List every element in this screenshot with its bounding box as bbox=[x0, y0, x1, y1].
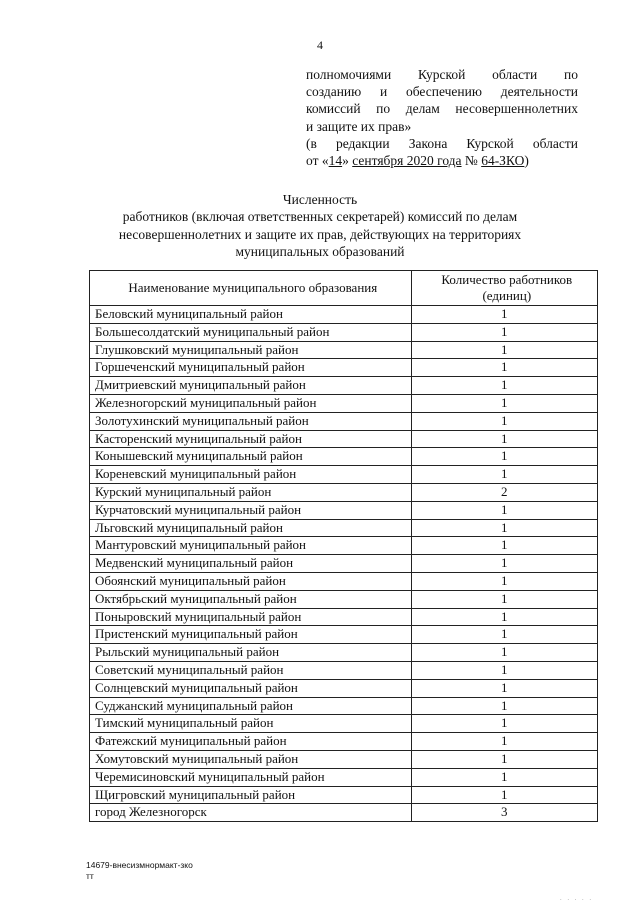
edition-line: (в редакции Закона Курской области bbox=[306, 135, 578, 151]
municipality-name: Золотухинский муниципальный район bbox=[90, 412, 412, 430]
municipality-name: Щигровский муниципальный район bbox=[90, 786, 412, 804]
municipality-name: Беловский муниципальный район bbox=[90, 306, 412, 324]
edition-number: 64-ЗКО bbox=[481, 153, 525, 169]
column-header-name: Наименование муниципального образования bbox=[90, 271, 412, 306]
table-row bbox=[90, 626, 598, 644]
table-row bbox=[90, 306, 598, 324]
edition-from: от « bbox=[306, 153, 329, 169]
table-header-row bbox=[90, 271, 598, 306]
table-row bbox=[90, 804, 598, 822]
document-title bbox=[60, 191, 580, 261]
staff-quantity: 1 bbox=[411, 679, 597, 697]
municipality-name: Мантуровский муниципальный район bbox=[90, 537, 412, 555]
staff-quantity: 1 bbox=[411, 466, 597, 484]
table-row bbox=[90, 555, 598, 573]
table-row bbox=[90, 697, 598, 715]
staff-quantity: 1 bbox=[411, 715, 597, 733]
municipality-name: Льговский муниципальный район bbox=[90, 519, 412, 537]
table-row bbox=[90, 430, 598, 448]
staff-quantity: 3 bbox=[411, 804, 597, 822]
title-line: несовершеннолетних и защите их прав, действующих на территориях bbox=[118, 226, 522, 242]
table-row bbox=[90, 394, 598, 412]
law-reference-line: созданию и обеспечению деятельности bbox=[306, 84, 578, 100]
column-header-quantity-line2: (единиц) bbox=[482, 288, 532, 303]
municipality-name: Хомутовский муниципальный район bbox=[90, 750, 412, 768]
table-body bbox=[90, 306, 598, 822]
law-reference-line: и защите их прав» bbox=[306, 118, 412, 134]
staff-quantity: 1 bbox=[411, 341, 597, 359]
staff-quantity: 1 bbox=[411, 377, 597, 395]
staff-quantity: 1 bbox=[411, 306, 597, 324]
staff-quantity: 1 bbox=[411, 644, 597, 662]
table-row bbox=[90, 377, 598, 395]
edition-date-line bbox=[306, 152, 578, 169]
staff-count-table bbox=[89, 270, 598, 822]
edition-mid: » bbox=[342, 153, 353, 169]
municipality-name: Кореневский муниципальный район bbox=[90, 466, 412, 484]
table-row bbox=[90, 679, 598, 697]
municipality-name: Железногорский муниципальный район bbox=[90, 394, 412, 412]
title-line: муниципальных образований bbox=[235, 244, 405, 260]
staff-quantity: 1 bbox=[411, 608, 597, 626]
staff-quantity: 1 bbox=[411, 394, 597, 412]
municipality-name: Пристенский муниципальный район bbox=[90, 626, 412, 644]
staff-quantity: 1 bbox=[411, 519, 597, 537]
table-row bbox=[90, 608, 598, 626]
staff-quantity: 1 bbox=[411, 786, 597, 804]
table-row bbox=[90, 448, 598, 466]
edition-close: ) bbox=[524, 153, 529, 169]
table-row bbox=[90, 715, 598, 733]
municipality-name: Советский муниципальный район bbox=[90, 661, 412, 679]
staff-quantity: 1 bbox=[411, 572, 597, 590]
scan-mark: . . . . . bbox=[560, 896, 594, 902]
staff-quantity: 1 bbox=[411, 412, 597, 430]
municipality-name: Курский муниципальный район bbox=[90, 483, 412, 501]
municipality-name: Рыльский муниципальный район bbox=[90, 644, 412, 662]
table-row bbox=[90, 768, 598, 786]
footer-initials: тт bbox=[86, 871, 94, 881]
staff-quantity: 1 bbox=[411, 661, 597, 679]
table-row bbox=[90, 572, 598, 590]
municipality-name: Черемисиновский муниципальный район bbox=[90, 768, 412, 786]
staff-quantity: 1 bbox=[411, 750, 597, 768]
municipality-name: Медвенский муниципальный район bbox=[90, 555, 412, 573]
municipality-name: Дмитриевский муниципальный район bbox=[90, 377, 412, 395]
municipality-name: Поныровский муниципальный район bbox=[90, 608, 412, 626]
table-row bbox=[90, 341, 598, 359]
table-row bbox=[90, 644, 598, 662]
page-number: 4 bbox=[317, 38, 323, 52]
staff-quantity: 1 bbox=[411, 697, 597, 715]
staff-quantity: 1 bbox=[411, 768, 597, 786]
staff-quantity: 1 bbox=[411, 448, 597, 466]
municipality-name: Касторенский муниципальный район bbox=[90, 430, 412, 448]
municipality-name: Глушковский муниципальный район bbox=[90, 341, 412, 359]
law-reference-line: комиссий по делам несовершеннолетних bbox=[306, 101, 578, 117]
edition-date: сентября 2020 года bbox=[352, 153, 462, 169]
table-row bbox=[90, 412, 598, 430]
document-footer bbox=[86, 860, 193, 882]
edition-number-sign: № bbox=[461, 153, 482, 169]
table-row bbox=[90, 590, 598, 608]
staff-quantity: 1 bbox=[411, 537, 597, 555]
staff-quantity: 1 bbox=[411, 590, 597, 608]
municipality-name: Суджанский муниципальный район bbox=[90, 697, 412, 715]
footer-code: 14679-внесизмнормакт-зко bbox=[86, 860, 193, 870]
staff-quantity: 1 bbox=[411, 430, 597, 448]
table-row bbox=[90, 537, 598, 555]
table-row bbox=[90, 733, 598, 751]
staff-quantity: 2 bbox=[411, 483, 597, 501]
staff-quantity: 1 bbox=[411, 733, 597, 751]
staff-quantity: 1 bbox=[411, 323, 597, 341]
table-row bbox=[90, 466, 598, 484]
municipality-name: Обоянский муниципальный район bbox=[90, 572, 412, 590]
table-row bbox=[90, 483, 598, 501]
municipality-name: Горшеченский муниципальный район bbox=[90, 359, 412, 377]
table-row bbox=[90, 661, 598, 679]
law-reference-line: полномочиями Курской области по bbox=[306, 67, 578, 82]
table-row bbox=[90, 323, 598, 341]
municipality-name: город Железногорск bbox=[90, 804, 412, 822]
municipality-name: Солнцевский муниципальный район bbox=[90, 679, 412, 697]
staff-quantity: 1 bbox=[411, 359, 597, 377]
municipality-name: Октябрьский муниципальный район bbox=[90, 590, 412, 608]
municipality-name: Фатежский муниципальный район bbox=[90, 733, 412, 751]
table-row bbox=[90, 786, 598, 804]
municipality-name: Большесолдатский муниципальный район bbox=[90, 323, 412, 341]
municipality-name: Тимский муниципальный район bbox=[90, 715, 412, 733]
title-line: работников (включая ответственных секретарей) комиссий по делам bbox=[122, 209, 518, 225]
law-reference-block bbox=[306, 66, 578, 169]
table-row bbox=[90, 750, 598, 768]
edition-day: 14 bbox=[328, 153, 343, 169]
table-row bbox=[90, 519, 598, 537]
municipality-name: Конышевский муниципальный район bbox=[90, 448, 412, 466]
table-row bbox=[90, 359, 598, 377]
column-header-quantity-line1: Количество работников bbox=[441, 272, 573, 287]
staff-quantity: 1 bbox=[411, 626, 597, 644]
municipality-name: Курчатовский муниципальный район bbox=[90, 501, 412, 519]
staff-quantity: 1 bbox=[411, 501, 597, 519]
staff-quantity: 1 bbox=[411, 555, 597, 573]
table-row bbox=[90, 501, 598, 519]
title-line: Численность bbox=[282, 192, 358, 207]
column-header-quantity bbox=[411, 271, 597, 306]
